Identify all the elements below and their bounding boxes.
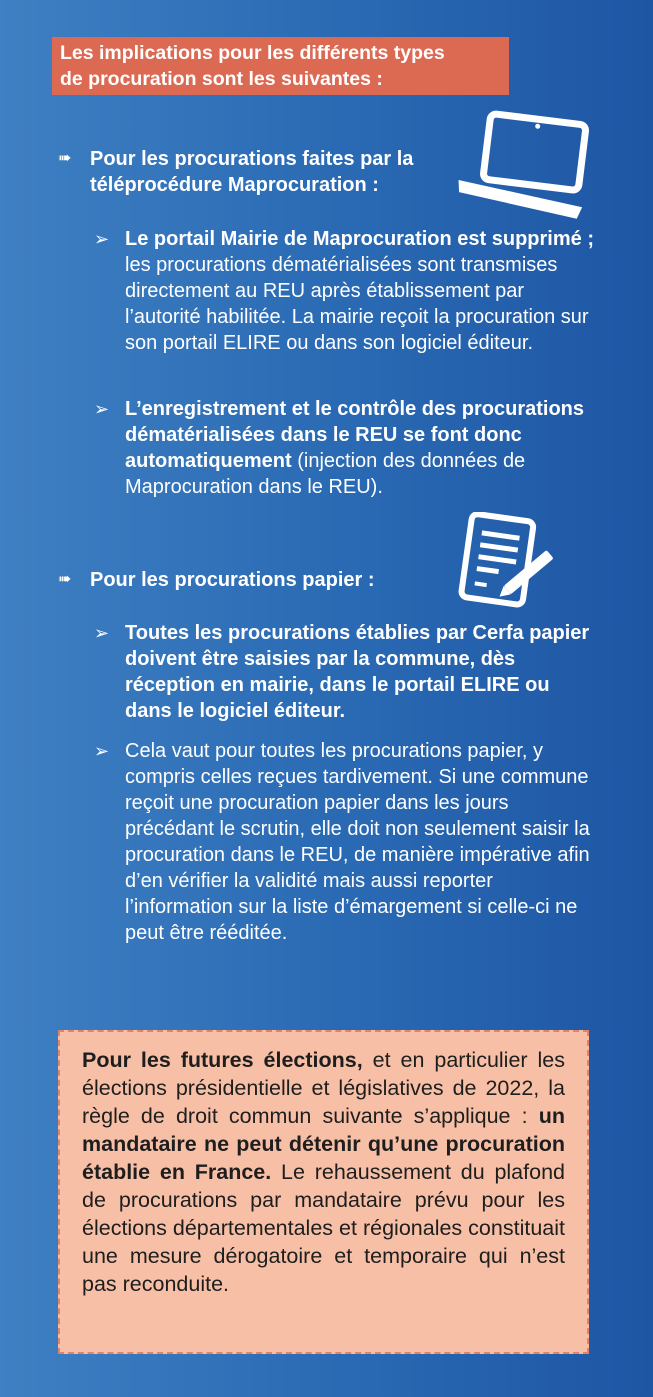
online-item-1-bold: Le portail Mairie de Maprocuration est supprimé ; — [125, 228, 594, 250]
online-item-2-text: (injection des données de Maprocuration dans le REU). — [125, 450, 526, 498]
heading-line-1: Les implications pour les différents types — [60, 42, 445, 64]
heading-line-2: de procuration sont les suivantes : — [60, 68, 383, 90]
note-text-1: et en particulier les élections présidentielle et législatives de 2022, la règle de droit commun suivante s’applique : — [82, 1048, 565, 1128]
note-bold-1: Pour les futures élections, — [82, 1048, 363, 1072]
note-box — [58, 1030, 589, 1354]
online-item-1-text: les procurations dématérialisées sont transmises directement au REU après établissement par l’autorité habilitée. La mairie reçoit la procuration sur son portail ELIRE ou dans son logiciel éditeur. — [125, 254, 589, 354]
laptop-icon — [455, 108, 595, 220]
online-item-2-bold: L’enregistrement et le contrôle des procurations dématérialisées dans le REU se font donc automatiquement — [125, 398, 585, 472]
document-pen-icon — [452, 512, 560, 612]
section-paper-title-text: Pour les procurations papier : — [90, 569, 375, 591]
chevron-bullet-icon: ➢ — [94, 399, 110, 419]
section-heading — [52, 37, 509, 95]
note-text-2: Le rehaussement du plafond de procurations par mandataire prévu pour les élections départementales et régionales constituait une mesure dérogatoire et temporaire qui n’est pas reconduite. — [82, 1160, 565, 1296]
arrow-bullet-icon: ➠ — [58, 571, 72, 588]
paper-item-2-text: Cela vaut pour toutes les procurations papier, y compris celles reçues tardivement. Si une commune reçoit une procuration papier dans les jours précédant le scrutin, elle doit non seulement saisir la procuration dans le REU, de manière impérative afin d’en vérifier la validité mais aussi reporter l’information sur la liste d’émargement si celle-ci ne peut être rééditée. — [125, 740, 590, 944]
section-online-title-line-2: téléprocédure Maprocuration : — [90, 174, 379, 196]
note-bold-2: un mandataire ne peut détenir qu’une procuration établie en France. — [82, 1104, 565, 1184]
section-online-title-line-1: Pour les procurations faites par la — [90, 148, 414, 170]
chevron-bullet-icon: ➢ — [94, 623, 110, 643]
chevron-bullet-icon: ➢ — [94, 229, 110, 249]
arrow-bullet-icon: ➠ — [58, 150, 72, 167]
chevron-bullet-icon: ➢ — [94, 741, 110, 761]
paper-item-1-bold: Toutes les procurations établies par Cerfa papier doivent être saisies par la commune, dès réception en mairie, dans le portail ELIRE ou dans le logiciel éditeur. — [125, 622, 590, 722]
